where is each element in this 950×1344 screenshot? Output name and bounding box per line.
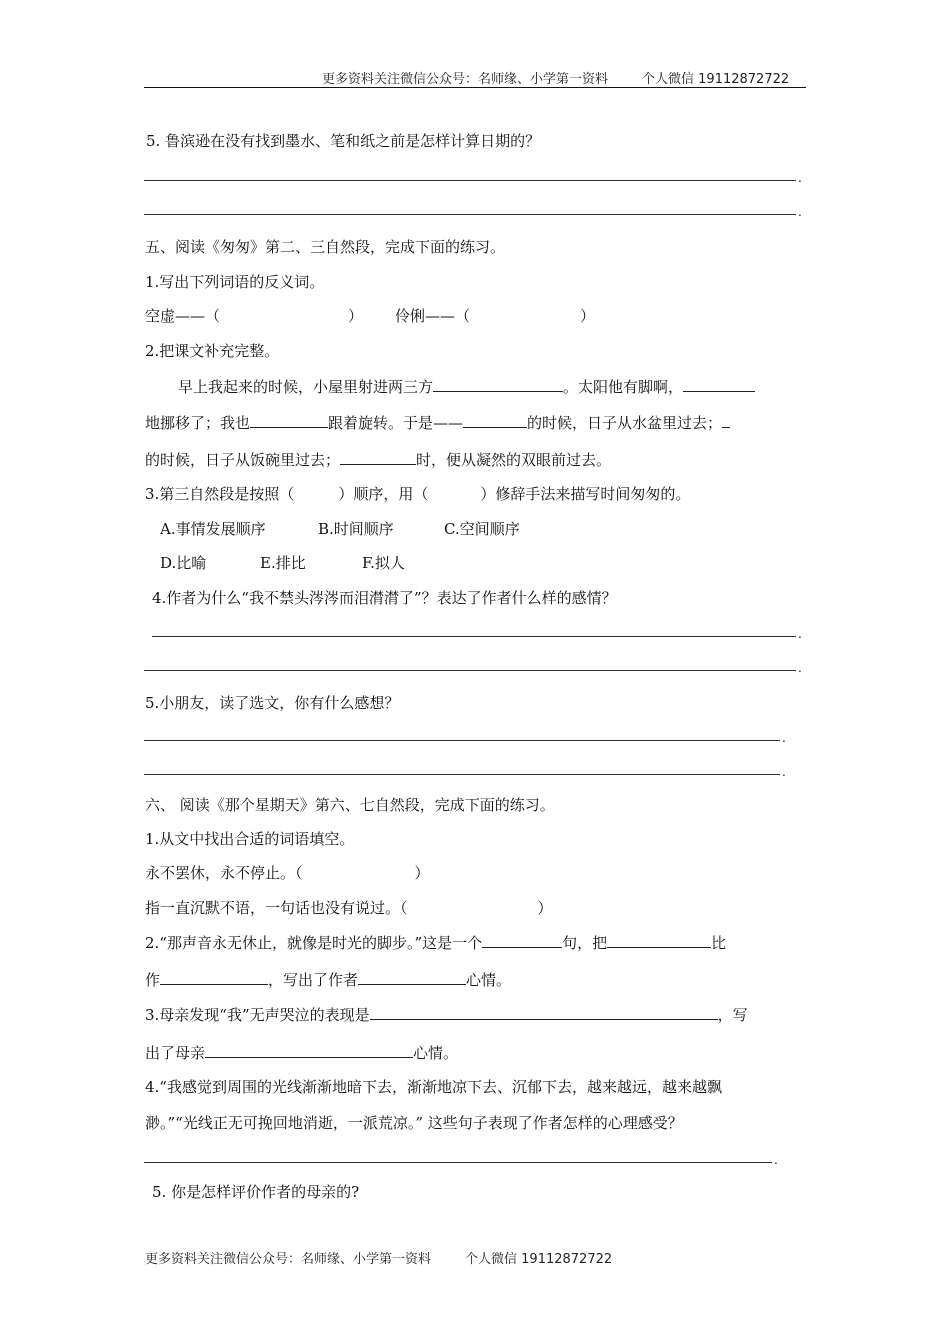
p5-q3-option-e: E.排比 — [260, 554, 306, 572]
close-paren: ） — [348, 307, 364, 325]
line-period: . — [774, 1153, 778, 1167]
p5-q3-option-d: D.比喻 — [160, 554, 207, 572]
p4-q5: 5. 鲁滨逊在没有找到墨水、笔和纸之前是怎样计算日期的？ — [146, 132, 541, 150]
p6-q4-line1: 4.“我感觉到周围的光线渐渐地暗下去，渐渐地凉下去、沉郁下去，越来越远，越来越飘 — [145, 1078, 722, 1096]
fill-blank[interactable] — [340, 450, 416, 465]
fill-blank[interactable] — [463, 413, 527, 428]
page-footer — [145, 1248, 612, 1267]
text: 指一直沉默不语，一句话也没有说过。（ — [145, 899, 408, 917]
close-paren: ） — [580, 307, 596, 325]
text: ，写 — [717, 1006, 748, 1024]
line-period: . — [798, 661, 802, 675]
p5-q3-option-c: C.空间顺序 — [444, 520, 520, 538]
p5-q1: 1.写出下列词语的反义词。 — [145, 273, 325, 291]
p6-title: 六、 阅读《那个星期天》第六、七自然段，完成下面的练习。 — [145, 796, 555, 814]
text: ）修辞手法来描写时间匆匆的。 — [480, 485, 691, 503]
close-paren: ） — [537, 899, 553, 917]
fill-blank[interactable] — [160, 970, 268, 985]
p5-q2: 2.把课文补充完整。 — [145, 342, 280, 360]
p6-q3-line1 — [145, 1004, 748, 1025]
p5-q3-option-f: F.拟人 — [362, 554, 405, 572]
text: 3.母亲发现“我”无声哭泣的表现是 — [145, 1006, 370, 1024]
answer-line[interactable] — [152, 636, 796, 637]
p5-q1-answers — [145, 305, 595, 326]
p6-q5: 5. 你是怎样评价作者的母亲的? — [152, 1183, 360, 1201]
p5-title: 五、阅读《匆匆》第二、三自然段，完成下面的练习。 — [145, 238, 506, 256]
text: 地挪移了；我也 — [145, 414, 251, 432]
answer-line[interactable] — [144, 740, 780, 741]
fill-blank[interactable] — [607, 933, 711, 948]
fill-blank[interactable] — [250, 413, 328, 428]
fill-blank[interactable] — [370, 1005, 718, 1020]
answer-line[interactable] — [144, 1162, 772, 1163]
p5-q3-option-a: A.事情发展顺序 — [160, 520, 266, 538]
fill-blank[interactable] — [722, 413, 730, 428]
header-wechat: 个人微信 19112872722 — [642, 72, 790, 87]
line-period: . — [798, 627, 802, 641]
text: 心情。 — [413, 1044, 459, 1062]
p5-q4: 4.作者为什么“我不禁头涔涔而泪潸潸了”？表达了作者什么样的感情？ — [152, 589, 617, 607]
p6-q4-line2: 渺。”“光线正无可挽回地消逝，一派荒凉。” 这些句子表现了作者怎样的心理感受？ — [145, 1114, 683, 1132]
answer-line[interactable] — [144, 180, 796, 181]
text: 3.第三自然段是按照（ — [145, 485, 295, 503]
fill-blank[interactable] — [433, 377, 563, 392]
text: 2.“那声音永无休止，就像是时光的脚步。”这是一个 — [145, 934, 483, 952]
p6-q1-b — [145, 897, 553, 918]
fill-blank[interactable] — [205, 1043, 413, 1058]
line-period: . — [798, 171, 802, 185]
text: 出了母亲 — [145, 1044, 206, 1062]
text: 作 — [145, 971, 161, 989]
header-rule — [144, 87, 806, 88]
text: ，写出了作者 — [268, 971, 359, 989]
fill-blank[interactable] — [482, 933, 562, 948]
text: 跟着旋转。于是—— — [328, 414, 464, 432]
line-period: . — [782, 731, 786, 745]
close-paren: ） — [414, 864, 430, 882]
answer-line[interactable] — [144, 214, 796, 215]
p5-q1-a: 空虚——（ — [145, 307, 221, 325]
p6-q2-line1 — [145, 932, 726, 953]
text: 句，把 — [562, 934, 608, 952]
text: 时，便从凝然的双眼前过去。 — [416, 451, 612, 469]
p5-q2-line1 — [178, 376, 755, 397]
p5-q2-line3 — [145, 449, 611, 470]
header-text: 更多资料关注微信公众号：名师缘、小学第一资料 — [322, 72, 609, 87]
footer-wechat: 个人微信 19112872722 — [465, 1252, 613, 1267]
fill-blank[interactable] — [358, 970, 466, 985]
p6-q2-line2 — [145, 969, 511, 990]
text: 。太阳他有脚啊， — [563, 378, 684, 396]
fill-blank[interactable] — [683, 377, 755, 392]
p5-q1-b: 伶俐——（ — [395, 307, 471, 325]
text: 早上我起来的时候，小屋里射进两三方 — [178, 378, 434, 396]
p5-q3 — [145, 483, 690, 504]
text: 的时候，日子从水盆里过去； — [527, 414, 723, 432]
text: 心情。 — [466, 971, 512, 989]
footer-text: 更多资料关注微信公众号：名师缘、小学第一资料 — [145, 1252, 432, 1267]
line-period: . — [782, 765, 786, 779]
text: 永不罢休，永不停止。（ — [145, 864, 303, 882]
text: 的时候，日子从饭碗里过去； — [145, 451, 341, 469]
line-period: . — [798, 205, 802, 219]
answer-line[interactable] — [144, 774, 780, 775]
answer-line[interactable] — [144, 670, 796, 671]
text: 比 — [711, 934, 727, 952]
p5-q2-line2 — [145, 412, 730, 433]
page-header — [322, 68, 789, 87]
p6-q3-line2 — [145, 1042, 458, 1063]
text: ）顺序，用（ — [338, 485, 429, 503]
p5-q5: 5.小朋友，读了选文，你有什么感想？ — [145, 694, 400, 712]
p6-q1: 1.从文中找出合适的词语填空。 — [145, 830, 355, 848]
p6-q1-a — [145, 862, 430, 883]
p5-q3-option-b: B.时间顺序 — [318, 520, 394, 538]
